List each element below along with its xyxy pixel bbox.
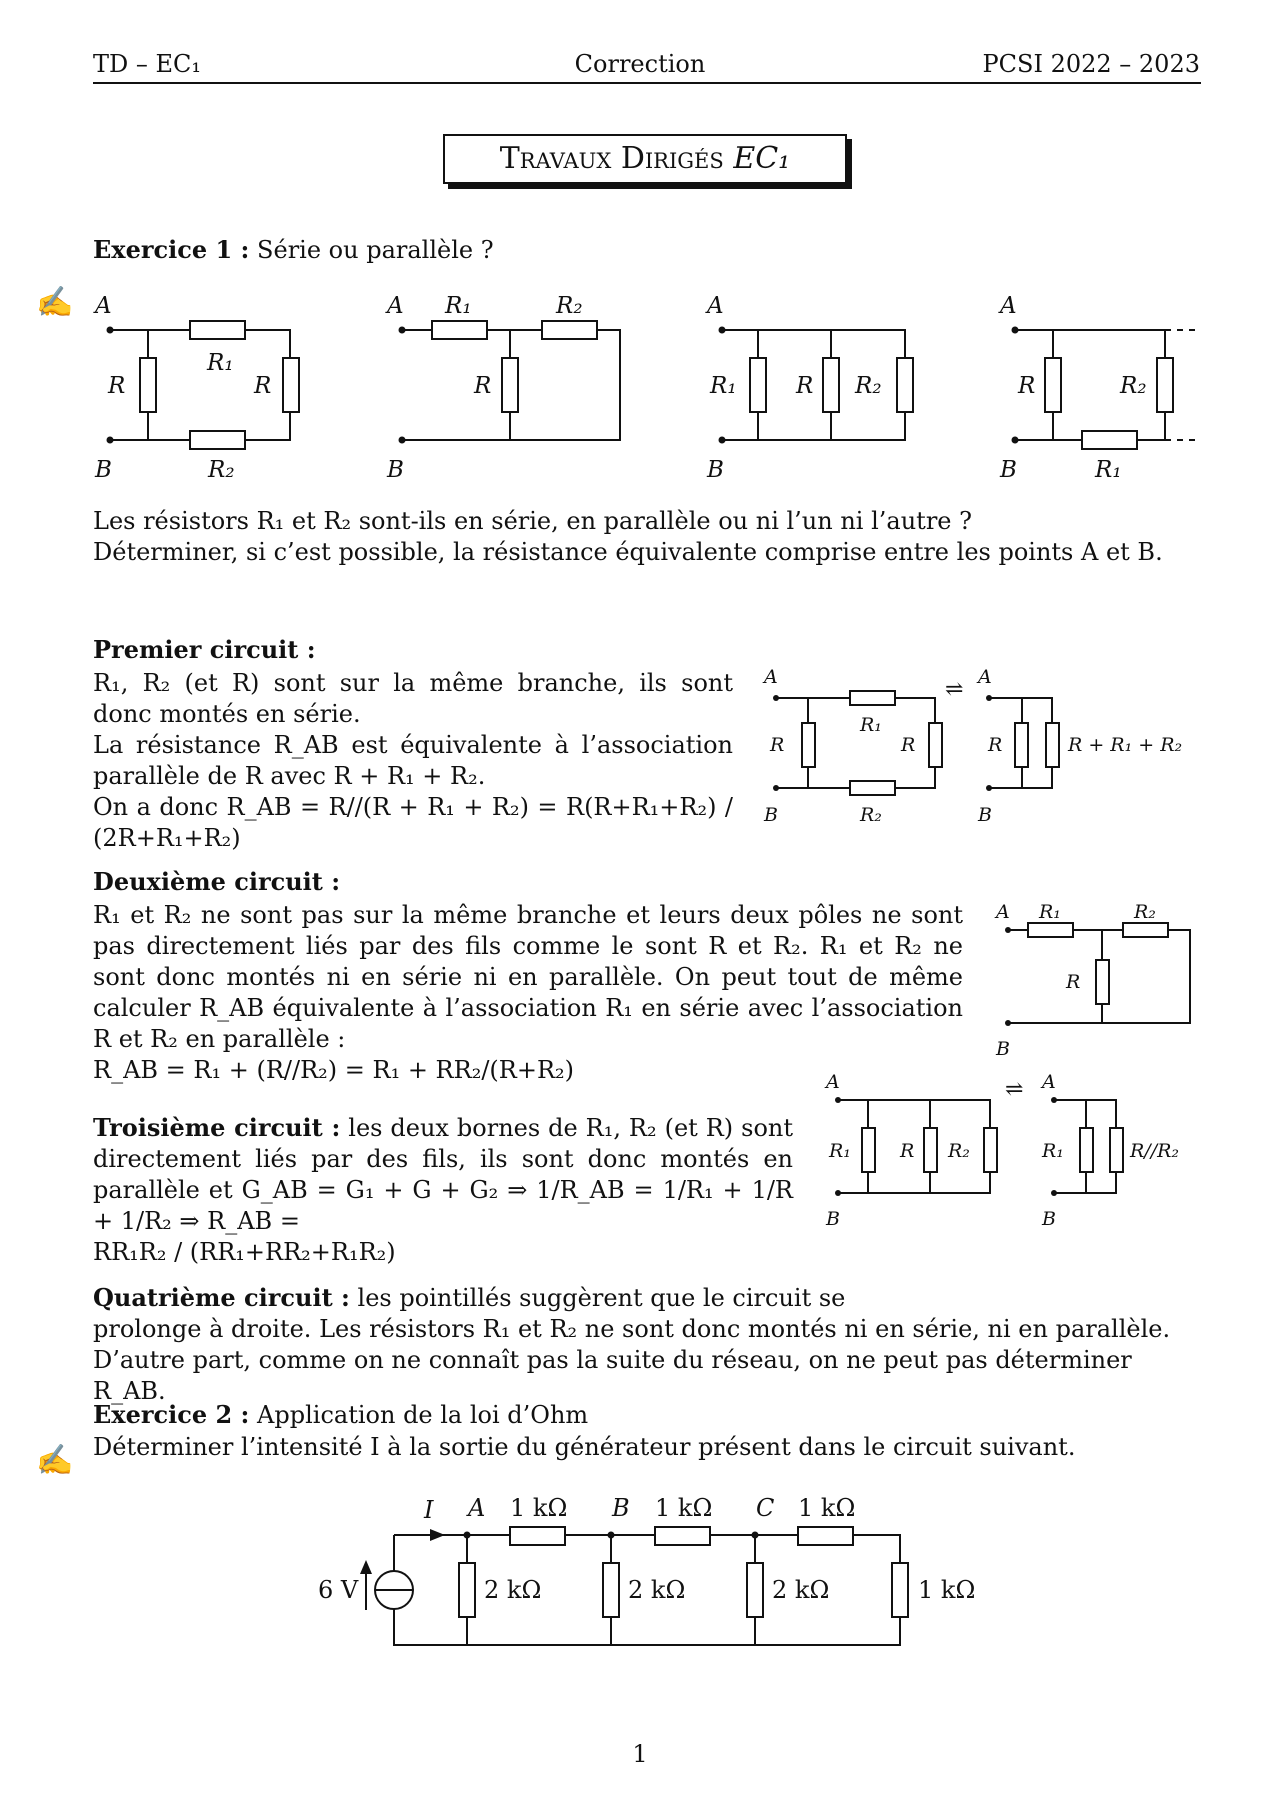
exercise2-question: Déterminer l’intensité I à la sortie du générateur présent dans le circuit suivant. [93, 1433, 1076, 1461]
circuit1-text: R₁, R₂ (et R) sont sur la même branche, ils sont donc montés en série. La résistance R_AB est équivalente à l’association parallèle de R avec R + R₁ + R₂. On a donc R_AB = R//(R + R₁ + R₂) = R(R+R₁+R₂) / (2R+R₁+R₂) [93, 669, 733, 852]
series-resistor-label: 1 kΩ [510, 1494, 568, 1522]
header-left: TD – EC₁ [93, 50, 202, 78]
current-label: I [424, 1496, 434, 1524]
label-r-sum: R + R₁ + R₂ [1068, 734, 1183, 756]
circuit3-figure [820, 1068, 1210, 1228]
label-r1: R₁ [207, 350, 234, 376]
label-r1: R₁ [445, 293, 472, 319]
label-r2: R₂ [860, 804, 882, 826]
circuit2-figure [990, 898, 1210, 1058]
exercise2-heading: Exercice 2 : Application de la loi d’Ohm [93, 1400, 589, 1429]
node-label-b: B [707, 457, 724, 483]
label-r: R [770, 734, 785, 756]
exercise1-heading: Exercice 1 : Série ou parallèle ? [93, 235, 494, 264]
node-label-a: A [996, 901, 1010, 923]
label-r2: R₂ [556, 293, 583, 319]
node-label-a: A [978, 668, 992, 688]
series-resistor-label: 1 kΩ [655, 1494, 713, 1522]
label-r1: R₁ [829, 1140, 851, 1162]
source-label: 6 V [318, 1576, 359, 1604]
circuit1-heading: Premier circuit : [93, 635, 316, 664]
header-center: Correction [574, 50, 706, 78]
label-r1: R₁ [1095, 457, 1122, 483]
header-rule [93, 82, 1201, 84]
node-label-b: B [95, 457, 112, 483]
series-resistor-label: 1 kΩ [798, 1494, 856, 1522]
shunt-resistor-label: 2 kΩ [772, 1576, 830, 1604]
circuit4-text: Quatrième circuit : les pointillés suggèrent que le circuit se prolonge à droite. Les résistors R₁ et R₂ ne sont donc montés ni en série, ni en parallèle. D’autre part, comme on ne connaît pas la suite du réseau, on ne peut pas déterminer R_AB. [93, 1283, 1171, 1405]
circuit2-text: R₁ et R₂ ne sont pas sur la même branche et leurs deux pôles ne sont pas directement liés par des fils comme le sont R et R₂. R₁ et R₂ ne sont donc montés ni en série ni en parallèle. On peut tout de même calculer R_AB équivalente à l’association R₁ en série avec l’association R et R₂ en parallèle : R_AB = R₁ + (R//R₂) = R₁ + RR₂/(R+R₂) [93, 901, 963, 1084]
label-r1: R₁ [860, 714, 882, 736]
label-r2: R₂ [208, 457, 235, 483]
page-number: 1 [632, 1740, 648, 1768]
shunt-resistor-label: 2 kΩ [484, 1576, 542, 1604]
node-label-a: A [1042, 1071, 1056, 1093]
label-r: R [474, 373, 492, 399]
node-label-b: B [612, 1494, 630, 1522]
label-r: R [254, 373, 272, 399]
label-r2: R₂ [1134, 901, 1156, 923]
label-r: R [900, 1140, 915, 1162]
end-resistor-label: 1 kΩ [918, 1576, 976, 1604]
node-label-c: C [756, 1494, 775, 1522]
exercise1-question: Les résistors R₁ et R₂ sont-ils en série, en parallèle ou ni l’un ni l’autre ? Déterminer, si c’est possible, la résistance équivalente comprise entre les points A et B. [93, 507, 1163, 566]
node-label-b: B [764, 804, 778, 826]
node-label-a: A [764, 668, 778, 688]
label-r: R [108, 373, 126, 399]
node-label-b: B [978, 804, 992, 826]
label-r-par: R//R₂ [1130, 1140, 1180, 1162]
label-r1: R₁ [710, 373, 737, 399]
exercise1-circuits [90, 290, 1220, 490]
node-label-a: A [468, 1494, 486, 1522]
node-label-a: A [826, 1071, 840, 1093]
circuit2-heading: Deuxième circuit : [93, 867, 341, 896]
page-title: Travaux Dirigés EC₁ [443, 134, 847, 184]
label-r: R [1018, 373, 1036, 399]
equiv-sign: ⇌ [1005, 1077, 1024, 1102]
label-r: R [1066, 971, 1081, 993]
label-r1: R₁ [1042, 1140, 1064, 1162]
circuit3-text: Troisième circuit : les deux bornes de R₁, R₂ (et R) sont directement liés par des fils, ils sont donc montés en parallèle et G_AB = G₁ + G + G₂ ⇒ 1/R_AB = 1/R₁ + 1/R + 1/R₂ ⇒ R_AB = RR₁R₂ / (RR₁+RR₂+R₁R₂) [93, 1113, 793, 1266]
shunt-resistor-label: 2 kΩ [628, 1576, 686, 1604]
label-r: R [901, 734, 916, 756]
label-r: R [988, 734, 1003, 756]
node-label-a: A [95, 293, 112, 319]
equiv-sign: ⇌ [945, 677, 964, 702]
exercise2-circuit [300, 1480, 1000, 1650]
node-label-a: A [387, 293, 404, 319]
label-r: R [796, 373, 814, 399]
node-label-a: A [1000, 293, 1017, 319]
node-label-b: B [387, 457, 404, 483]
pencil-hand-icon: ✍ [36, 285, 74, 320]
label-r2: R₂ [1120, 373, 1147, 399]
header-right: PCSI 2022 – 2023 [982, 50, 1200, 78]
node-label-b: B [1042, 1208, 1056, 1228]
node-label-b: B [996, 1038, 1010, 1058]
label-r2: R₂ [855, 373, 882, 399]
label-r1: R₁ [1039, 901, 1061, 923]
node-label-b: B [826, 1208, 840, 1228]
circuit1-figure [760, 668, 1200, 828]
node-label-a: A [707, 293, 724, 319]
node-label-b: B [1000, 457, 1017, 483]
pencil-hand-icon: ✍ [36, 1443, 74, 1478]
label-r2: R₂ [948, 1140, 970, 1162]
